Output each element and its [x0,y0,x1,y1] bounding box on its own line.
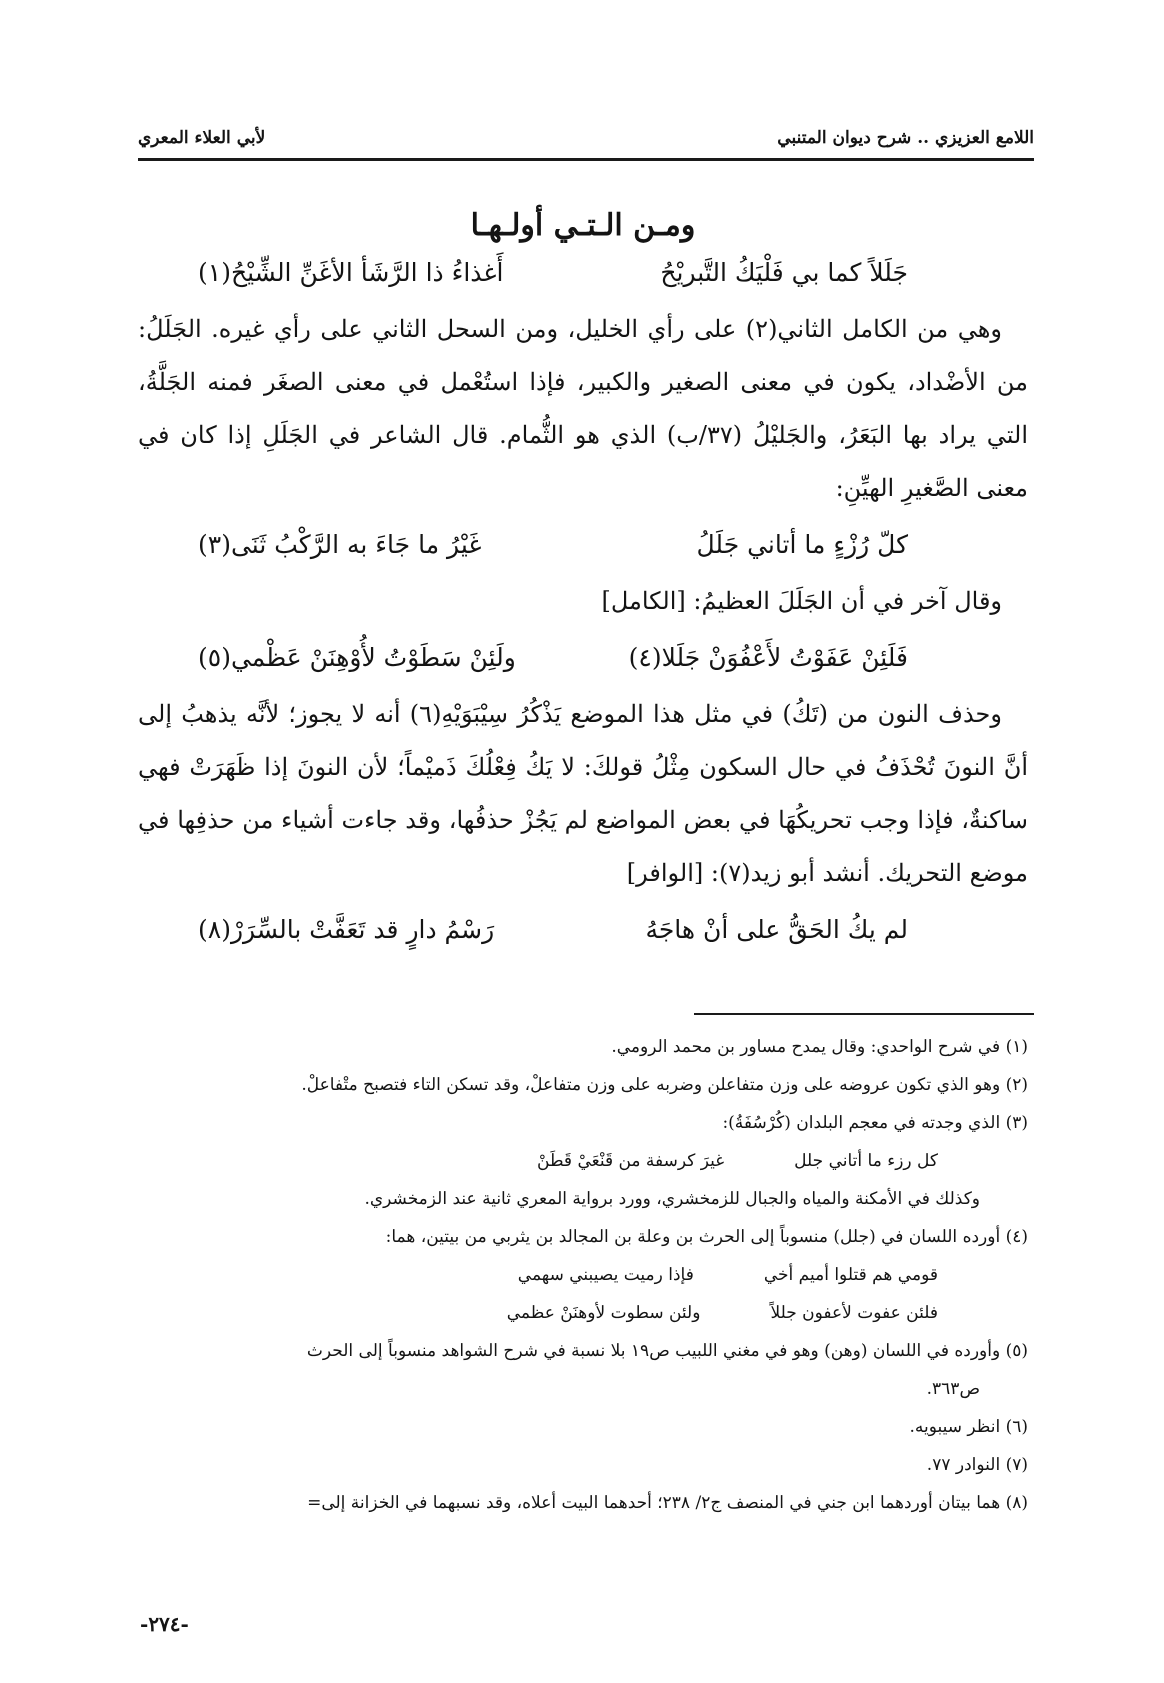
footnote-2: (٢) وهو الذي تكون عروضه على وزن متفاعلن وضربه على وزن متفاعلْ، وقد تسكن التاء فتصبح متْفاعلْ. [301,1075,1028,1095]
paragraph-line: وهي من الكامل الثاني(٢) على رأي الخليل، ومن السحل الثاني على رأي غيره. الجَلَلُ: [138,315,1003,343]
paragraph-line: التي يراد بها البَعَرُ، والجَليْلُ (٣٧/ب) الذي هو الثُّمام. قال الشاعر في الجَلَلِ إذا كان في [138,421,1028,449]
verse-3-intro: وقال آخر في أن الجَلَلَ العظيمُ: [الكامل] [601,587,1002,615]
footnote-separator [694,1013,1034,1015]
verse-second-hemistich: غَيْرُ ما جَاءَ به الرَّكْبُ ثَنَى(٣) [198,530,482,559]
paragraph-line: من حذفِها في موضع التحريك. أنشد أبو زيد(٧): [الوافر] [138,806,1028,887]
verse-first-hemistich: فَلَئِنْ عَفَوْتُ لأَعْفُوَنْ جَلَلا(٤) [628,643,908,672]
footnote-6: (٦) انظر سيبويه. [909,1417,1028,1437]
verse-first-hemistich: كل رزء ما أتاني جلل [794,1151,938,1171]
verse-first-hemistich: فلئن عفوت لأعفون جللاً [770,1303,938,1323]
footnote-7: (٧) النوادر ٧٧. [926,1455,1028,1475]
footnote-3-note: وكذلك في الأمكنة والمياه والجبال للزمخشري، وورد برواية المعري ثانية عند الزمخشري. [364,1189,980,1209]
running-header [138,128,1034,161]
footnote-5: (٥) وأورده في اللسان (وهن) وهو في مغني اللبيب ص١٩ بلا نسبة في شرح الشواهد منسوباً إلى الحرث [306,1341,1028,1361]
paragraph-line: من الأضْداد، يكون في معنى الصغير والكبير، فإذا استُعْمل في معنى الصغَر فمنه الجَلَّةُ، [138,368,1028,396]
verse-4 [138,910,1028,950]
footnote-3: (٣) الذي وجدته في معجم البلدان (كُرْسُفَةُ): [722,1113,1028,1133]
footnote-1: (١) في شرح الواحدي: وقال يمدح مساور بن محمد الرومي. [611,1037,1028,1057]
verse-second-hemistich: ولئن سطوت لأوهنَنْ عظمي [506,1303,701,1323]
footnote-4: (٤) أورده اللسان في (جلل) منسوباً إلى الحرث بن وعلة بن المجالد بن يثربي من بيتين، هما: [385,1227,1028,1247]
paragraph-line: يذهبُ إلى أنَّ النونَ تُحْذَفُ في حال السكون مِثْلُ قولكَ: لا يَكُ فِعْلُكَ ذَميْماً؛ لأن النونَ إذا [138,700,1028,781]
verse-second-hemistich: ولَئِنْ سَطَوْتُ لأُوْهِنَنْ عَظْمي(٥) [198,643,516,672]
verse-second-hemistich: غيرَ كرسفة من قَنْعَيْ قَطَنْ [537,1151,725,1171]
paragraph-line: وحذف النون من (تَكُ) في مثل هذا الموضع يَذْكُرُ سِيْبَوَيْهِ(٦) أنه لا يجوز؛ لأنَّه [245,700,1002,728]
verse-first-hemistich: كلّ رُزْءٍ ما أتاني جَلَلُ [696,530,908,559]
author-name: لأبي العلاء المعري [138,128,266,148]
footnote-4-verse-2 [138,1294,1028,1332]
footnote-5-continued: ص٣٦٣. [926,1379,980,1399]
main-text [138,208,1028,960]
paragraph-2 [138,688,1028,900]
verse-2 [138,525,1028,565]
footnote-4-verse-1 [138,1256,1028,1294]
footnotes [138,1028,1028,1522]
book-title: اللامع العزيزي .. شرح ديوان المتنبي [777,128,1034,148]
page-number: -٢٧٤- [140,1612,189,1636]
footnote-3-verse [138,1142,1028,1180]
paragraph-line: ظَهَرَتْ فهي ساكنةٌ، فإذا وجب تحريكُهَا في بعض المواضع لم يَجُزْ حذفُها، وقد جاءت أشياء [138,753,1028,834]
verse-second-hemistich: فإذا رميت يصيبني سهمي [517,1265,694,1285]
paragraph-1 [138,303,1028,515]
verse-second-hemistich: أَغذاءُ ذا الرَّشَأ الأغَنِّ الشِّيْحُ(١) [198,258,504,287]
verse-second-hemistich: رَسْمُ دارٍ قد تَعَفَّتْ بالسِّرَرْ(٨) [198,915,495,944]
verse-first-hemistich: قومي هم قتلوا أميم أخي [763,1265,938,1285]
footnote-8: (٨) هما بيتان أوردهما ابن جني في المنصف ج٢/ ٢٣٨؛ أحدهما البيت أعلاه، وقد نسبهما في الخزانة إلى= [307,1493,1028,1513]
verse-3 [138,638,1028,678]
verse-first-hemistich: لم يكُ الحَقُّ على أنْ هاجَهُ [645,915,908,944]
poem-heading: ومـن الـتـي أولـهـا [470,208,696,243]
opening-verse [138,253,1028,293]
paragraph-line: معنى الصَّغيرِ الهيِّنِ: [835,474,1028,502]
verse-first-hemistich: جَلَلاً كما بي فَلْيَكُ التَّبريْحُ [660,258,908,287]
